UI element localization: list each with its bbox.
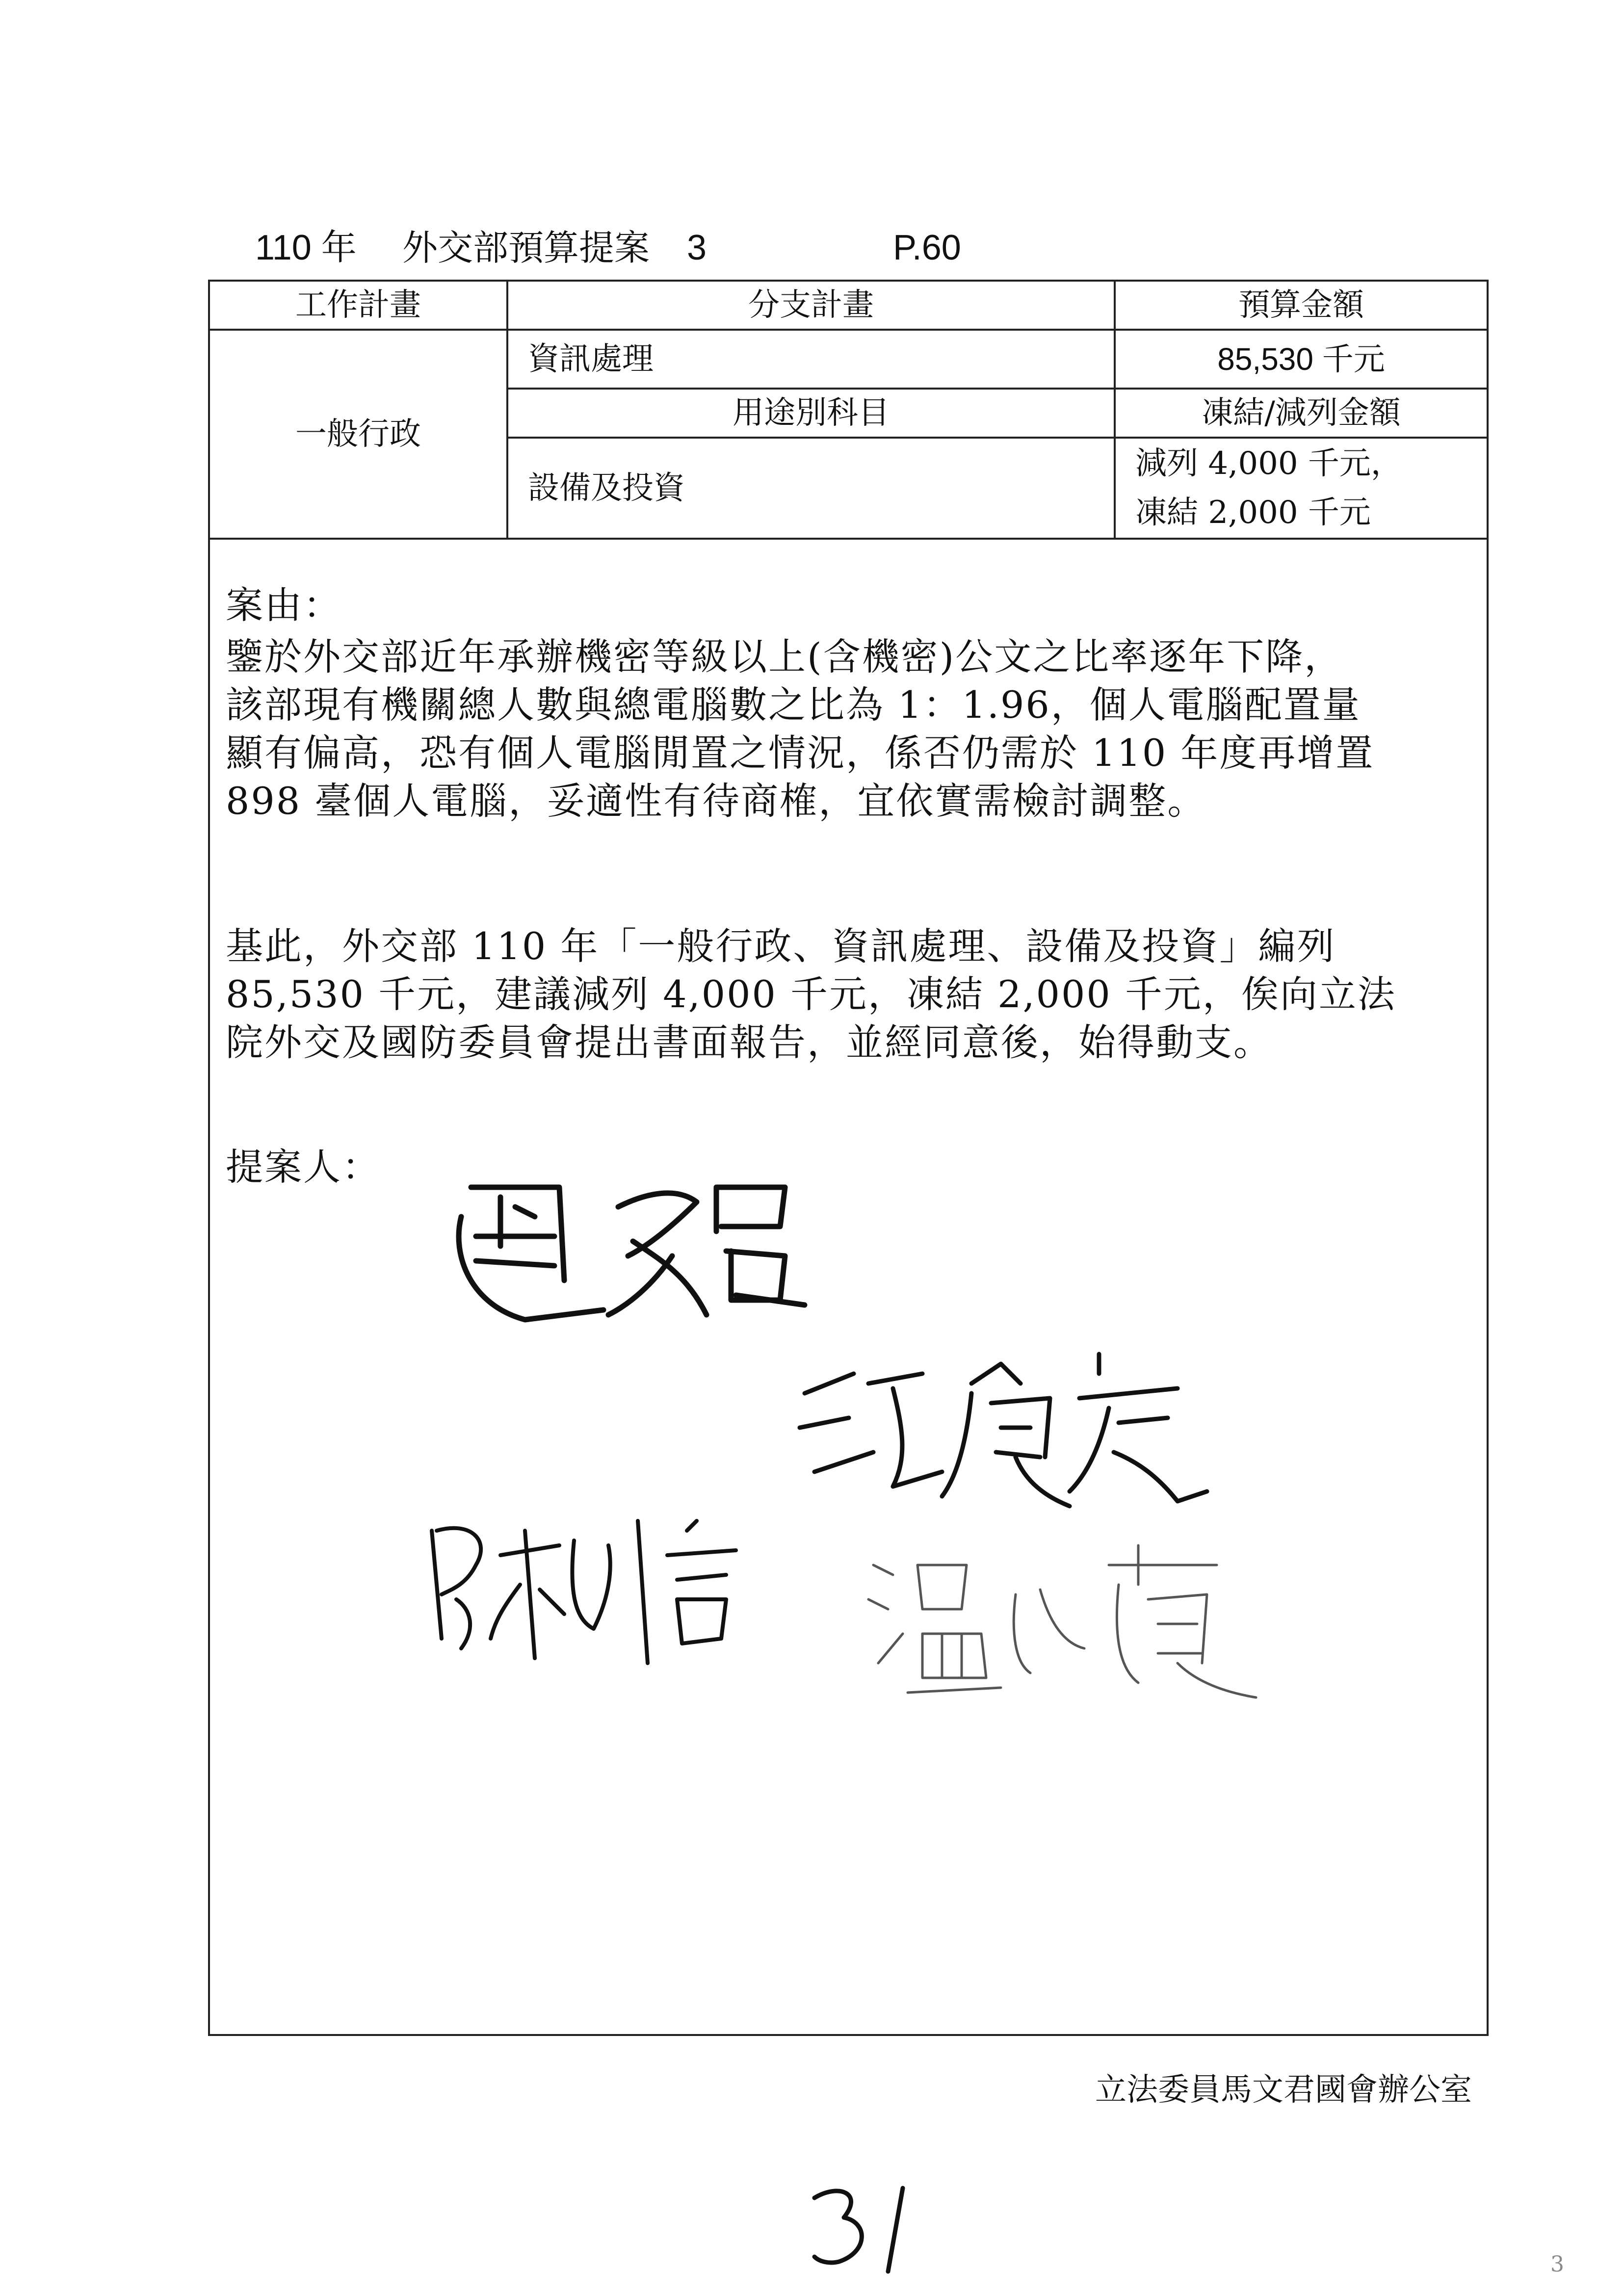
header-page-ref: P.60 (893, 228, 961, 267)
proposer-label: 提案人： (226, 1145, 381, 1189)
handwritten-page-number (805, 2178, 922, 2278)
paragraph-line: 該部現有機關總人數與總電腦數之比為 1：1.96，個人電腦配置量 (226, 683, 1361, 727)
cut-amount-text: 減列 4,000 千元， (1135, 445, 1402, 482)
table-header-work-plan: 工作計畫 (295, 287, 421, 323)
signature-ma-wen-chun (442, 1158, 824, 1366)
use-category-value: 設備及投資 (528, 470, 685, 506)
paragraph-line: 鑒於外交部近年承辦機密等級以上(含機密)公文之比率逐年下降， (226, 635, 1343, 678)
table-header-freeze-cut-amount: 凍結/減列金額 (1202, 394, 1401, 431)
header-title: 外交部預算提案 (402, 227, 650, 268)
table-header-use-category: 用途別科目 (733, 394, 890, 431)
paragraph-line: 院外交及國防委員會提出書面報告，並經同意後，始得動支。 (226, 1020, 1272, 1064)
signature-chiang-chi-chen (795, 1344, 1227, 1523)
work-plan-value: 一般行政 (295, 416, 421, 452)
header-proposal-number: 3 (687, 228, 707, 267)
signature-wen-yu-hsia (864, 1536, 1266, 1714)
table-header-branch-plan: 分支計畫 (748, 287, 874, 323)
paragraph-line: 898 臺個人電腦，妥適性有待商榷，宜依實需檢討調整。 (226, 779, 1206, 823)
freeze-amount-text: 凍結 2,000 千元 (1135, 495, 1371, 531)
table-header-budget-amount: 預算金額 (1238, 287, 1364, 323)
signature-chen-yi-hsin (412, 1501, 814, 1680)
reason-paragraph-1 (226, 633, 1472, 825)
header-year: 110 年 (255, 228, 357, 267)
branch-plan-value: 資訊處理 (528, 340, 654, 377)
table-divider (208, 538, 1489, 540)
reason-label: 案由： (226, 583, 342, 627)
paragraph-line: 基此，外交部 110 年「一般行政、資訊處理、設備及投資」編列 (226, 924, 1336, 968)
corner-mark: 3 (1550, 2252, 1564, 2277)
paragraph-line: 顯有偏高，恐有個人電腦閒置之情況，係否仍需於 110 年度再增置 (226, 731, 1375, 775)
office-footer: 立法委員馬文君國會辦公室 (1095, 2072, 1472, 2108)
freeze-cut-amount-cell (1116, 439, 1487, 538)
paragraph-line: 85,530 千元，建議減列 4,000 千元，凍結 2,000 千元，俟向立法 (226, 972, 1396, 1016)
reason-paragraph-2 (226, 922, 1472, 1067)
budget-amount-value: 85,530 千元 (1217, 341, 1385, 377)
document-header (255, 223, 1040, 272)
